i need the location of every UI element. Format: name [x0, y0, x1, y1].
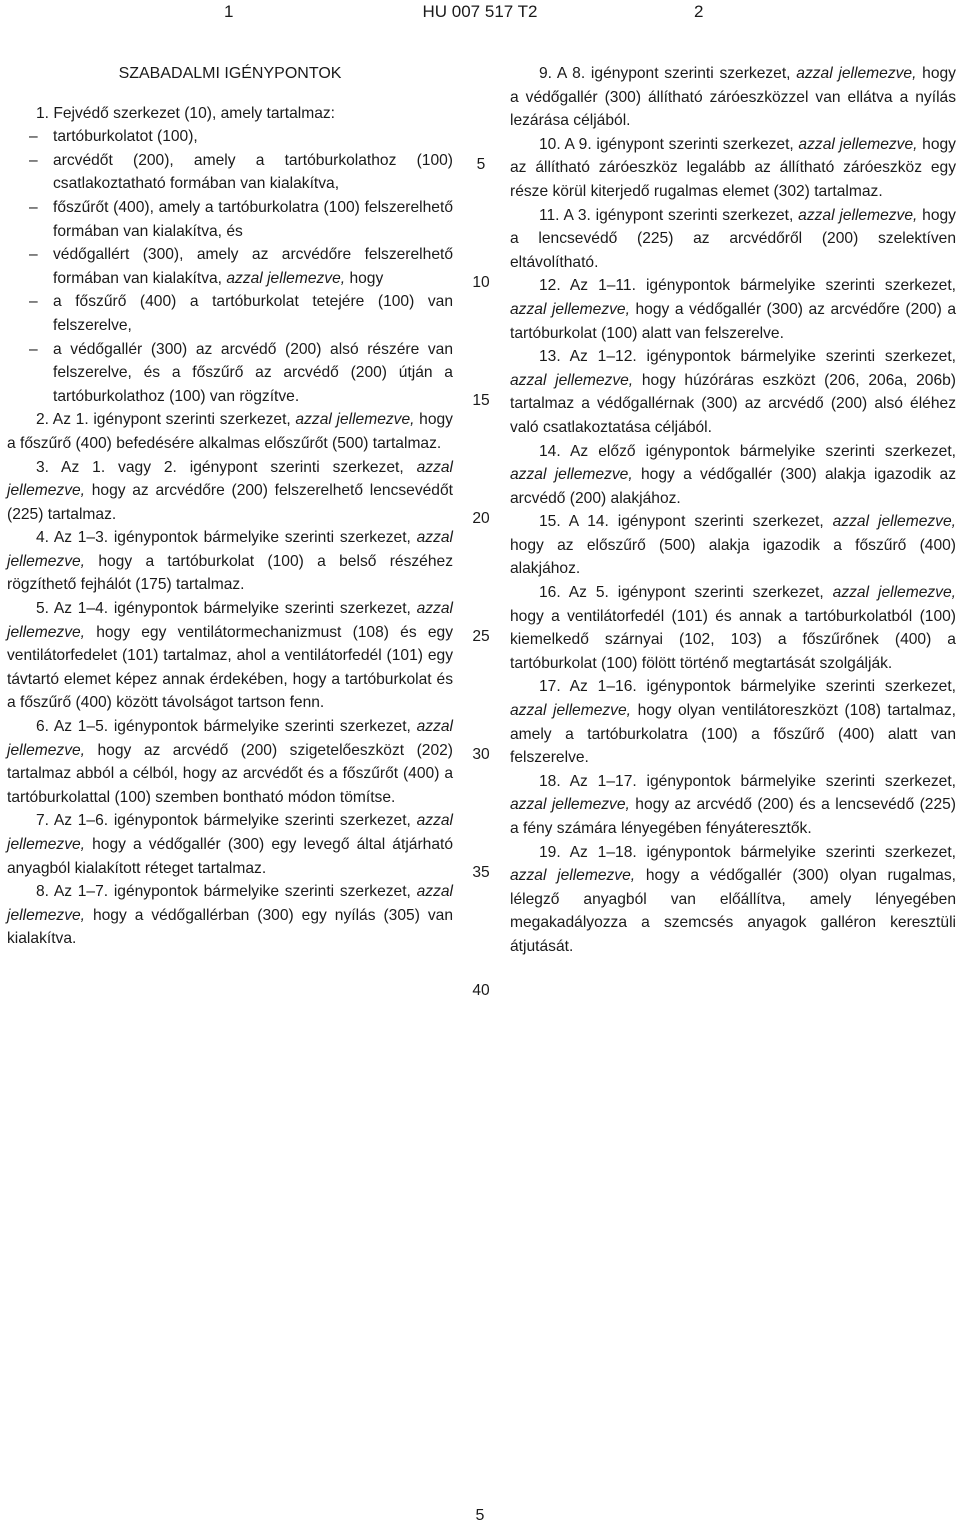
- document-number: HU 007 517 T2: [422, 2, 538, 21]
- claim-paragraph: 18. Az 1–17. igénypontok bármelyike szerinti szerkezet, azzal jellemezve, hogy az arcvédő (200) és a lencsevédő (225) a fény számára lényegében fényáteresztők.: [510, 772, 956, 837]
- claim-paragraph: 11. A 3. igénypont szerinti szerkezet, azzal jellemezve, hogy a lencsevédő (225) az arcvédőről (200) szelektíven eltávolítható.: [510, 206, 956, 271]
- claims-title: SZABADALMI IGÉNYPONTOK: [118, 65, 342, 82]
- line-number: 30: [472, 746, 490, 764]
- claim-paragraph: 5. Az 1–4. igénypontok bármelyike szerinti szerkezet, azzal jellemezve, hogy egy ventilátormechanizmust (108) és egy ventilátorfedelet (101) tartalmaz, ahol a ventilátorfedél (101) egy távtartó elemet képez annak érdekében, hogy a tartóburkolat és a főszűrő (400) között távolságot tartson fenn.: [7, 600, 453, 712]
- claim-paragraph: 16. Az 5. igénypont szerinti szerkezet, azzal jellemezve, hogy a ventilátorfedél (101) és annak a tartóburkolatból (100) kiemelkedő szárnyai (102, 103) a főszűrőnek (400) a tartóburkolat (100) fölött történő megtartását szolgálják.: [510, 584, 956, 672]
- claim-list-item: – tartóburkolatot (100),: [7, 125, 453, 149]
- left-column-number: 1: [224, 2, 234, 21]
- claim-list-item: – főszűrőt (400), amely a tartóburkolatra (100) felszerelhető formában van kialakítva, és: [7, 196, 453, 243]
- line-number: 40: [472, 982, 490, 1000]
- claim-paragraph: 12. Az 1–11. igénypontok bármelyike szerinti szerkezet, azzal jellemezve, hogy a védőgallér (300) az arcvédőre (200) a tartóburkolat (100) alatt van felszerelve.: [510, 277, 956, 342]
- claim-paragraph: 15. A 14. igénypont szerinti szerkezet, azzal jellemezve, hogy az előszűrő (500) alakja igazodik a főszűrő (400) alakjához.: [510, 513, 956, 578]
- claim-paragraph: 14. Az előző igénypontok bármelyike szerinti szerkezet, azzal jellemezve, hogy a védőgallér (300) alakja igazodik az arcvédő (200) alakjához.: [510, 442, 956, 507]
- claim-paragraph: 3. Az 1. vagy 2. igénypont szerinti szerkezet, azzal jellemezve, hogy az arcvédőre (200) felszerelhető lencsevédőt (225) tartalmaz.: [7, 458, 453, 523]
- claim-list-item: – a védőgallér (300) az arcvédő (200) alsó részére van felszerelve, és a főszűrő az arcvédő (200) útján a tartóburkolathoz (100) van rögzítve.: [7, 338, 453, 409]
- left-column: [7, 62, 453, 951]
- line-number: 20: [472, 510, 490, 528]
- claim-paragraph: 13. Az 1–12. igénypontok bármelyike szerinti szerkezet, azzal jellemezve, hogy húzóráras eszközt (206, 206a, 206b) tartalmaz a védőgallérnak (300) az arcvédő (200) alsó éléhez való csatlakoztatása céljából.: [510, 348, 956, 436]
- line-number: 10: [472, 274, 490, 292]
- line-number: 35: [472, 864, 490, 882]
- line-number: 5: [476, 156, 486, 174]
- line-number: 25: [472, 628, 490, 646]
- claim-paragraph: 6. Az 1–5. igénypontok bármelyike szerinti szerkezet, azzal jellemezve, hogy az arcvédő (200) szigetelőeszközt (202) tartalmaz abból a célból, hogy az arcvédőt és a főszűrőt (400) a tartóburkolattal (100) szemben bontható módon tömítse.: [7, 718, 453, 806]
- right-column: [510, 62, 956, 959]
- claim-list-item: – a főszűrő (400) a tartóburkolat tetejére (100) van felszerelve,: [7, 290, 453, 337]
- claim-paragraph: 1. Fejvédő szerkezet (10), amely tartalmaz:: [36, 104, 335, 122]
- claim-list-item: – arcvédőt (200), amely a tartóburkolathoz (100) csatlakoztatható formában van kialakítva,: [7, 149, 453, 196]
- line-number: 15: [472, 392, 490, 410]
- claim-paragraph: 7. Az 1–6. igénypontok bármelyike szerinti szerkezet, azzal jellemezve, hogy a védőgallér (300) egy levegő által átjárható anyagból kialakított réteget tartalmaz.: [7, 812, 453, 877]
- right-column-number: 2: [694, 2, 704, 21]
- claim-paragraph: 19. Az 1–18. igénypontok bármelyike szerinti szerkezet, azzal jellemezve, hogy a védőgallér (300) olyan rugalmas, lélegző anyagból van előállítva, amely lényegében megakadályozza a szemcsés anyagok galléron keresztüli átjutását.: [510, 843, 956, 955]
- page-number: 5: [475, 1507, 485, 1524]
- claim-list-item: – védőgallért (300), amely az arcvédőre felszerelhető formában van kialakítva, azzal jellemezve, hogy: [7, 243, 453, 290]
- claim-paragraph: 17. Az 1–16. igénypontok bármelyike szerinti szerkezet, azzal jellemezve, hogy olyan ventilátoreszközt (108) tartalmaz, amely a tartóburkolatra (100) a főszűrő (400) alatt van felszerelve.: [510, 678, 956, 767]
- claim-paragraph: 2. Az 1. igénypont szerinti szerkezet, azzal jellemezve, hogy a főszűrő (400) befedésére alkalmas előszűrőt (500) tartalmaz.: [7, 411, 453, 452]
- claim-paragraph: 9. A 8. igénypont szerinti szerkezet, azzal jellemezve, hogy a védőgallér (300) állítható záróeszközzel van ellátva a nyílás lezárása céljából.: [510, 65, 956, 130]
- claim-paragraph: 10. A 9. igénypont szerinti szerkezet, azzal jellemezve, hogy az állítható záróeszköz legalább az állítható záróeszköz egy része körül kiterjedő rugalmas elemet (302) tartalmaz.: [510, 135, 956, 200]
- claim-paragraph: 4. Az 1–3. igénypontok bármelyike szerinti szerkezet, azzal jellemezve, hogy a tartóburkolat (100) a belső részéhez rögzíthető fejhálót (175) tartalmaz.: [7, 529, 453, 594]
- claim-paragraph: 8. Az 1–7. igénypontok bármelyike szerinti szerkezet, azzal jellemezve, hogy a védőgallérban (300) egy nyílás (305) van kialakítva.: [7, 883, 453, 948]
